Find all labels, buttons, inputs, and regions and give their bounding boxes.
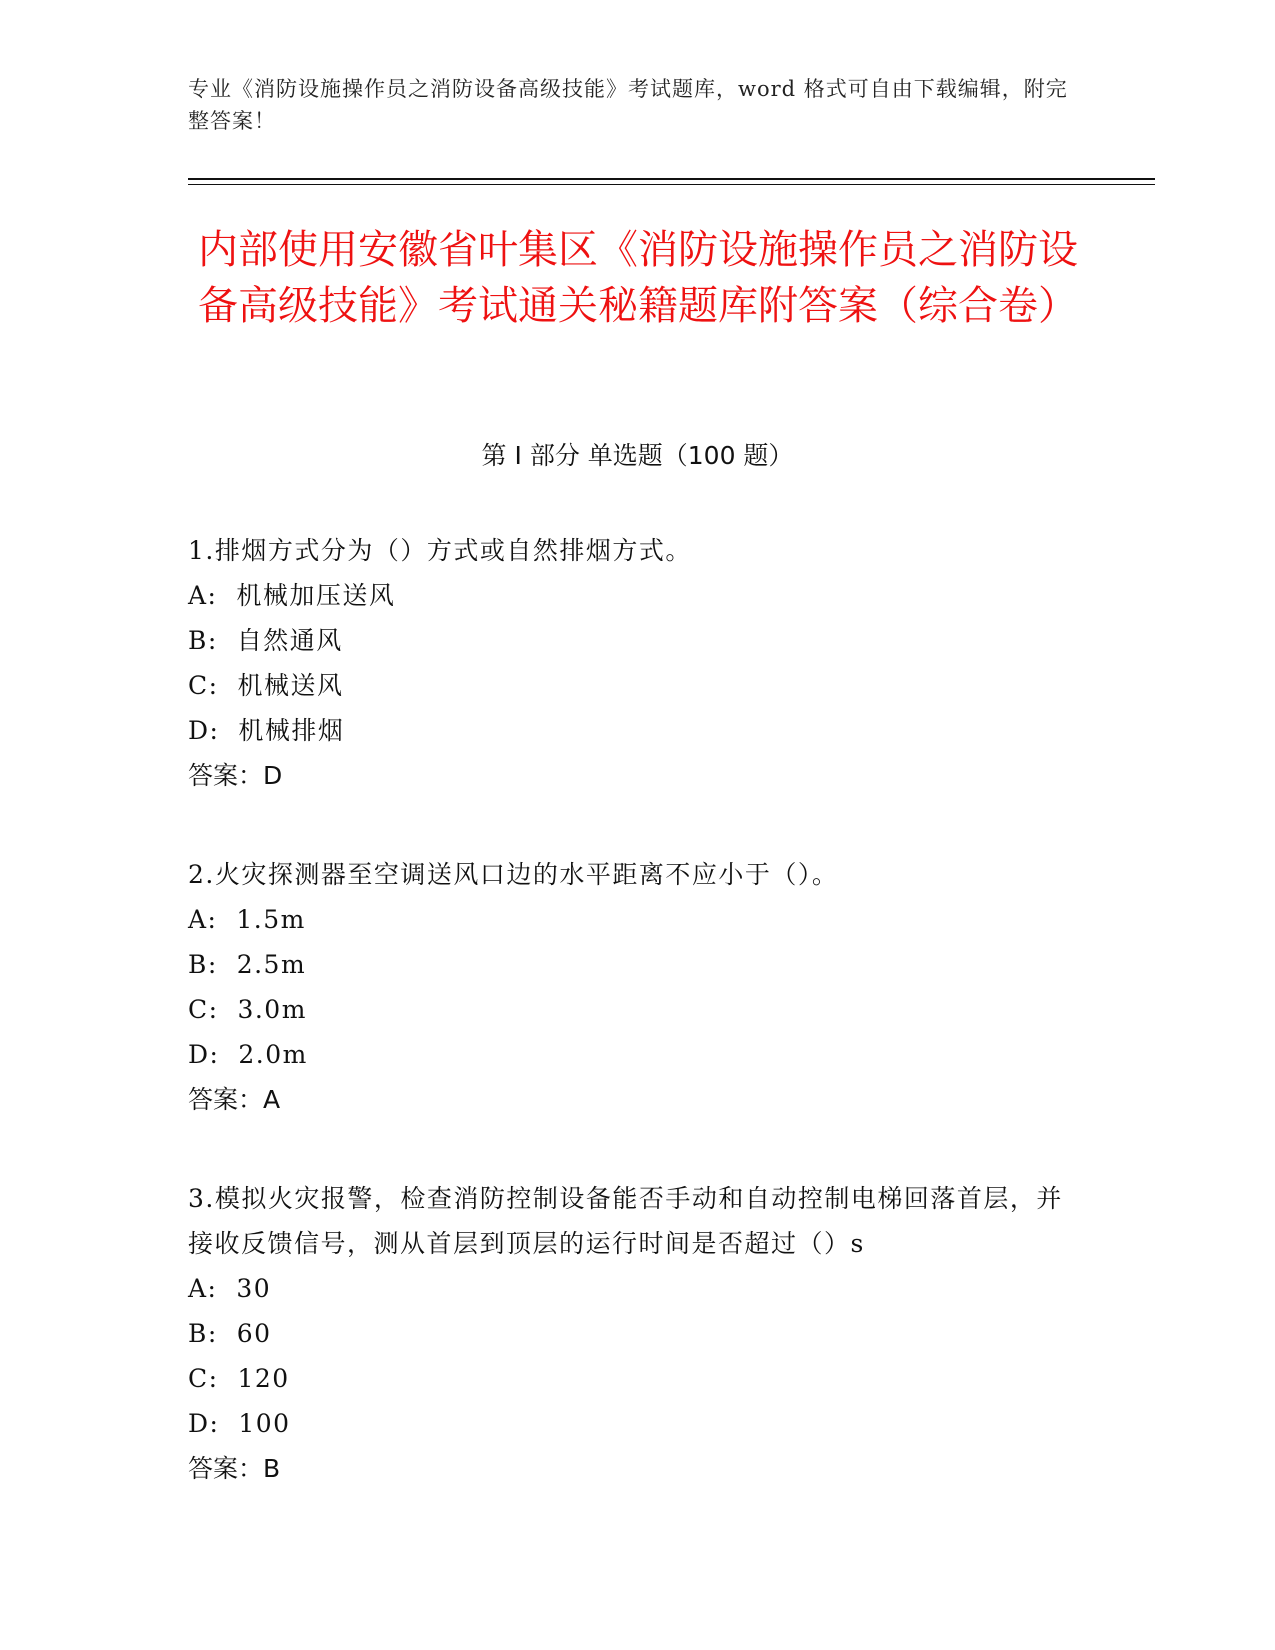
question-3 xyxy=(188,1176,1068,1491)
question-list xyxy=(188,528,1068,1545)
option-d: D: 2.0m xyxy=(188,1040,308,1069)
question-1 xyxy=(188,528,1068,798)
option-b: B: 自然通风 xyxy=(188,626,343,655)
option-d: D: 机械排烟 xyxy=(188,716,345,745)
option-b: B: 60 xyxy=(188,1319,272,1348)
question-stem: 1.排烟方式分为（）方式或自然排烟方式。 xyxy=(188,536,692,565)
header-note: 专业《消防设施操作员之消防设备高级技能》考试题库，word 格式可自由下载编辑，附完整答案！ xyxy=(188,77,1068,133)
option-b: B: 2.5m xyxy=(188,950,307,979)
option-c: C: 120 xyxy=(188,1364,290,1393)
option-c: C: 机械送风 xyxy=(188,671,344,700)
question-stem: 2.火灾探测器至空调送风口边的水平距离不应小于（）。 xyxy=(188,860,839,889)
section-heading: 第 I 部分 单选题（100 题） xyxy=(481,441,794,470)
header-divider-thin xyxy=(188,184,1155,185)
answer: 答案：D xyxy=(188,761,283,790)
answer: 答案：A xyxy=(188,1085,281,1114)
question-2 xyxy=(188,852,1068,1122)
header-divider-thick xyxy=(188,178,1155,180)
option-d: D: 100 xyxy=(188,1409,291,1438)
option-a: A: 机械加压送风 xyxy=(188,581,396,610)
question-stem: 3.模拟火灾报警，检查消防控制设备能否手动和自动控制电梯回落首层，并接收反馈信号，测从首层到顶层的运行时间是否超过（）s xyxy=(188,1184,1063,1258)
option-a: A: 1.5m xyxy=(188,905,306,934)
option-a: A: 30 xyxy=(188,1274,272,1303)
option-c: C: 3.0m xyxy=(188,995,307,1024)
answer: 答案：B xyxy=(188,1454,281,1483)
document-title: 内部使用安徽省叶集区《消防设施操作员之消防设备高级技能》考试通关秘籍题库附答案（综合卷） xyxy=(198,227,1078,329)
